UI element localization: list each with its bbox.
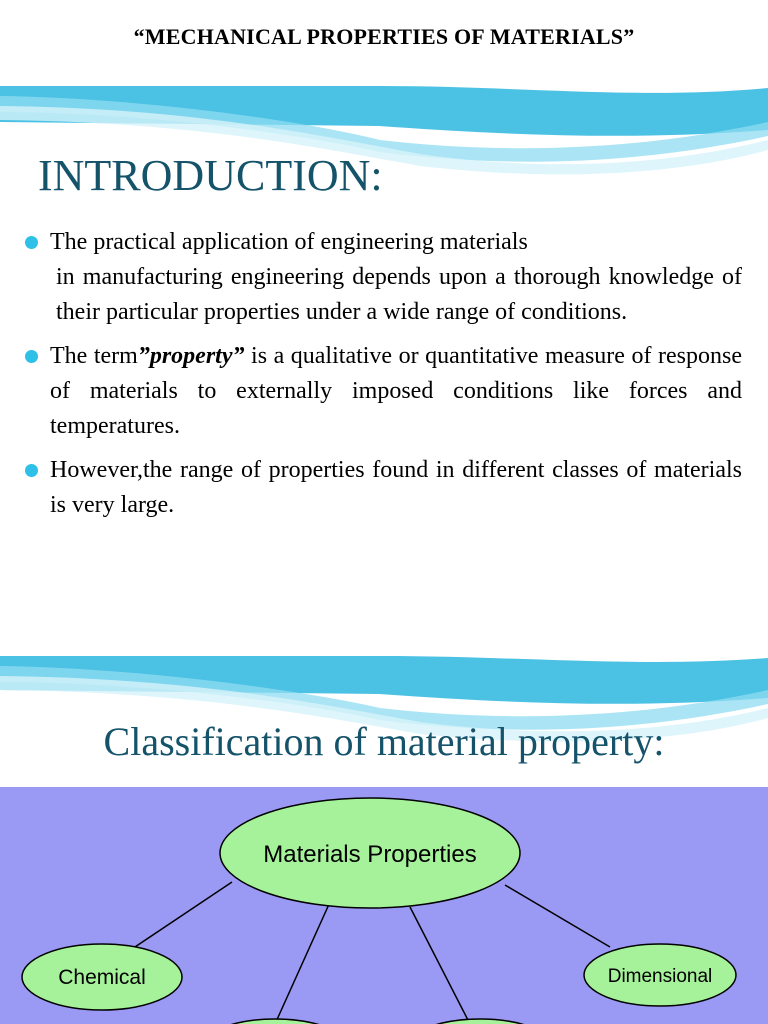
chemical-node-label: Chemical bbox=[58, 966, 146, 989]
classification-heading: Classification of material property: bbox=[103, 719, 665, 764]
bullet-2-text: is a qualitative or quantitative measure of response of materials to externally imposed conditions like forces and temperatures. bbox=[50, 343, 743, 439]
bullet-dot-icon bbox=[25, 236, 38, 249]
bullet-dot-icon bbox=[25, 464, 38, 477]
list-item bbox=[24, 225, 742, 330]
introduction-bullet-list bbox=[24, 225, 742, 532]
introduction-heading: INTRODUCTION: bbox=[38, 151, 383, 200]
partial-node bbox=[200, 1019, 350, 1024]
bullet-1-first-line: The practical application of engineering materials bbox=[50, 229, 528, 255]
bullet-2-term: ”property” bbox=[137, 343, 245, 369]
list-item bbox=[24, 339, 742, 444]
connector-line bbox=[120, 882, 232, 957]
bullet-2-prefix: The term bbox=[50, 343, 138, 369]
connector-line bbox=[410, 907, 470, 1024]
list-item bbox=[24, 453, 742, 523]
root-node-label: Materials Properties bbox=[263, 841, 477, 868]
dimensional-node-label: Dimensional bbox=[607, 966, 713, 987]
bullet-dot-icon bbox=[25, 350, 38, 363]
classification-diagram bbox=[0, 787, 768, 1024]
bullet-1-text: in manufacturing engineering depends upon a thorough knowledge of their particular properties under a wide range of conditions. bbox=[56, 264, 742, 325]
connector-line bbox=[505, 885, 610, 947]
bullet-3-text: However,the range of properties found in different classes of materials is very large. bbox=[50, 457, 742, 518]
connector-line bbox=[275, 902, 330, 1024]
classification-diagram-svg bbox=[0, 787, 768, 1024]
document-title: “MECHANICAL PROPERTIES OF MATERIALS” bbox=[133, 24, 635, 49]
partial-node bbox=[405, 1019, 555, 1024]
